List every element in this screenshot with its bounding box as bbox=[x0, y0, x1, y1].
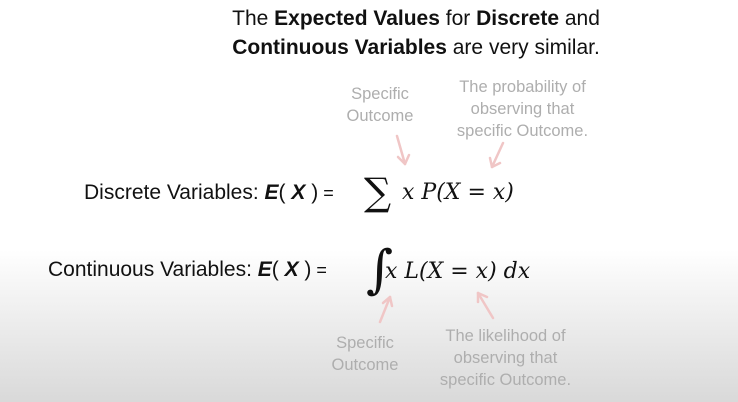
title-text: The bbox=[232, 7, 275, 30]
integral-symbol: ∫ bbox=[366, 240, 394, 300]
annotation-line: observing that bbox=[453, 349, 558, 367]
continuous-label-text: Continuous Variables: bbox=[48, 258, 258, 281]
annotation-line: observing that bbox=[470, 100, 575, 118]
arrow-top-probability bbox=[490, 143, 503, 167]
arrow-top-outcome bbox=[397, 136, 409, 164]
title-text: are very similar. bbox=[446, 36, 600, 59]
annotation-line: Outcome bbox=[331, 356, 399, 374]
arrow-bottom-outcome bbox=[380, 297, 392, 322]
continuous-formula: x L(X = x) dx bbox=[385, 259, 531, 284]
title-bold-continuous-variables: Continuous Variables bbox=[232, 36, 447, 59]
discrete-label-text: Discrete Variables: bbox=[84, 181, 265, 204]
title-text: and bbox=[559, 7, 600, 30]
expected-e: E bbox=[257, 258, 272, 281]
annotation-line: specific Outcome. bbox=[456, 122, 589, 140]
annotation-line: Specific bbox=[351, 85, 409, 103]
random-variable-x: X bbox=[284, 258, 299, 281]
annotation-line: Specific bbox=[336, 334, 394, 352]
paren: ( bbox=[271, 258, 285, 281]
arrow-bottom-likelihood bbox=[478, 293, 493, 318]
annotation-line: specific Outcome. bbox=[439, 371, 572, 389]
random-variable-x: X bbox=[291, 181, 306, 204]
paren: ) bbox=[298, 258, 312, 281]
equals-sign: = bbox=[318, 183, 334, 203]
title-text: for bbox=[439, 7, 477, 30]
title-bold-expected-values: Expected Values bbox=[274, 7, 440, 30]
expected-e: E bbox=[264, 181, 279, 204]
annotation-line: Outcome bbox=[346, 107, 414, 125]
annotation-line: The likelihood of bbox=[445, 327, 566, 345]
paren: ( bbox=[278, 181, 292, 204]
discrete-formula: x P(X = x) bbox=[402, 180, 514, 205]
title-bold-discrete: Discrete bbox=[476, 7, 559, 30]
paren: ) bbox=[305, 181, 319, 204]
annotation-line: The probability of bbox=[459, 78, 586, 96]
summation-symbol: ∑ bbox=[364, 170, 392, 214]
equals-sign: = bbox=[311, 260, 327, 280]
